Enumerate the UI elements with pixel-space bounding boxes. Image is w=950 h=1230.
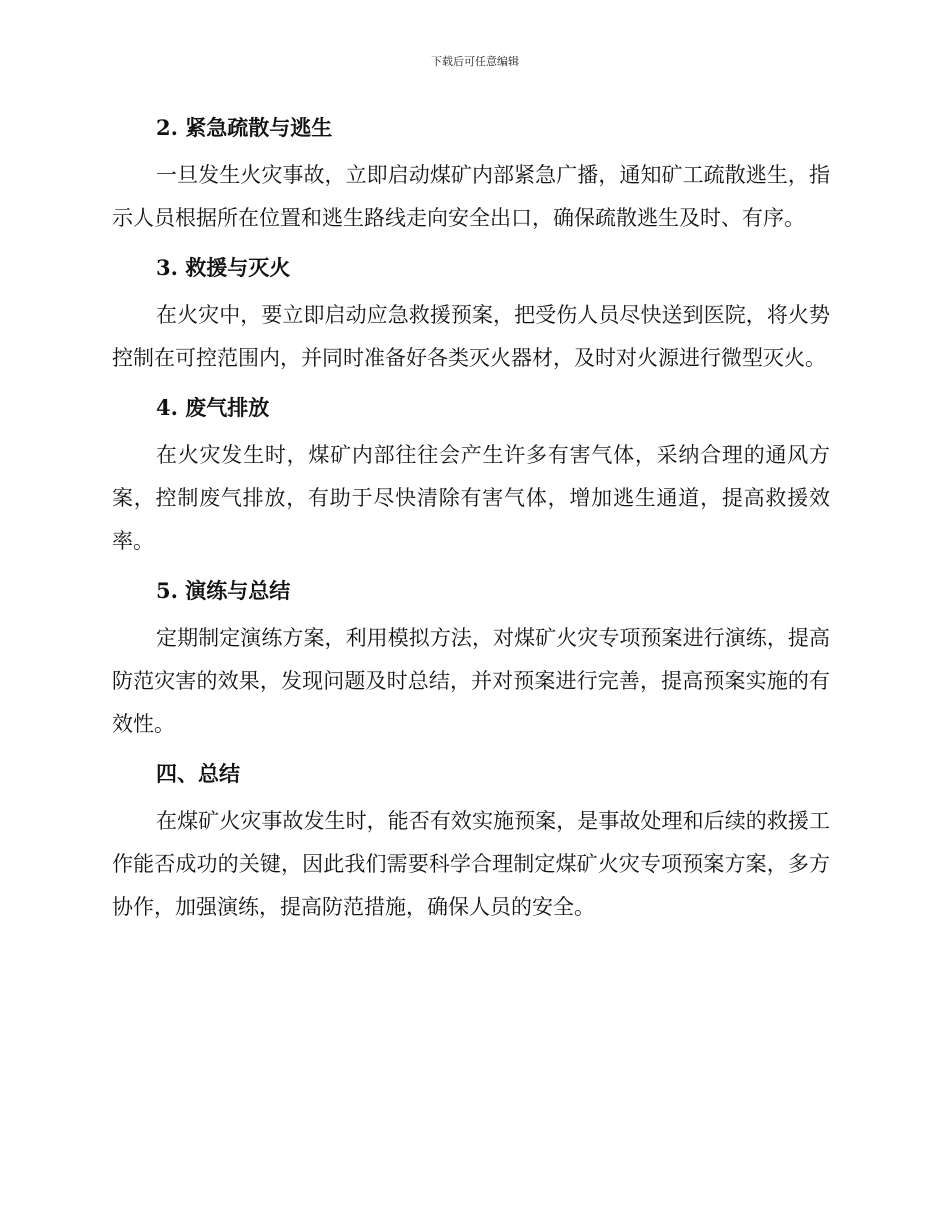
section-heading-rescue: 3. 救援与灭火 [156,255,291,280]
section-heading-exhaust: 4. 废气排放 [156,395,270,420]
section-heading-summary: 四、总结 [156,761,240,786]
section-paragraph-evacuation: 一旦发生火灾事故，立即启动煤矿内部紧急广播，通知矿工疏散逃生，指示人员根据所在位置和逃生路线走向安全出口，确保疏散逃生及时、有序。 [112,163,830,230]
section-heading-evacuation: 2. 紧急疏散与逃生 [156,115,333,140]
section-paragraph-drill: 定期制定演练方案，利用模拟方法，对煤矿火灾专项预案进行演练，提高防范灾害的效果，发现问题及时总结，并对预案进行完善，提高预案实施的有效性。 [112,626,830,736]
section-paragraph-summary: 在煤矿火灾事故发生时，能否有效实施预案，是事故处理和后续的救援工作能否成功的关键，因此我们需要科学合理制定煤矿火灾专项预案方案，多方协作，加强演练，提高防范措施，确保人员的安全。 [112,809,830,919]
page-header: 下载后可任意编辑 [431,55,519,68]
section-paragraph-exhaust: 在火灾发生时，煤矿内部往往会产生许多有害气体，采纳合理的通风方案，控制废气排放，有助于尽快清除有害气体，增加逃生通道，提高救援效率。 [112,443,830,553]
document-body [112,108,830,937]
section-heading-drill: 5. 演练与总结 [156,578,291,603]
section-paragraph-rescue: 在火灾中，要立即启动应急救援预案，把受伤人员尽快送到医院，将火势控制在可控范围内，并同时准备好各类灭火器材，及时对火源进行微型灭火。 [112,303,830,370]
